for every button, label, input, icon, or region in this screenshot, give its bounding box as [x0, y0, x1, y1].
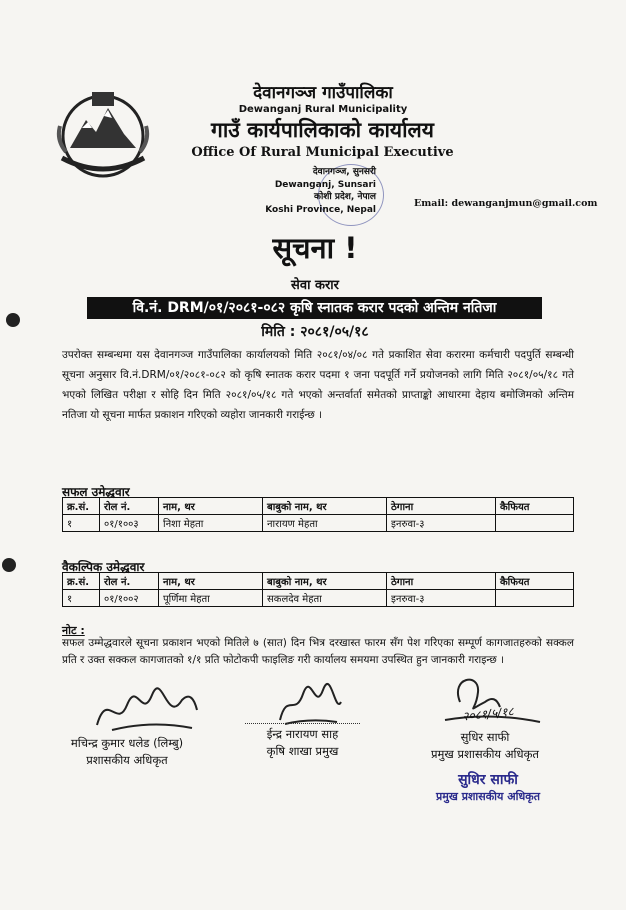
col-sn: क्र.सं. [63, 498, 100, 515]
col-remarks: कैफियत [496, 498, 574, 515]
office-name-en: Office Of Rural Municipal Executive [191, 145, 454, 160]
col-sn: क्र.सं. [63, 573, 100, 590]
col-roll: रोल नं. [100, 498, 159, 515]
cell-name: निशा मेहता [159, 515, 263, 532]
signatory-title: प्रमुख प्रशासकीय अधिकृत [431, 747, 539, 761]
cell-father: नारायण मेहता [263, 515, 387, 532]
municipality-name-en: Dewanganj Rural Municipality [238, 104, 408, 115]
table-header-row [63, 573, 574, 590]
office-email: Email: dewanganjmun@gmail.com [414, 198, 598, 209]
notice-date: मिति : २०८१/०५/१८ [261, 324, 369, 340]
signatory-title: कृषि शाखा प्रमुख [266, 744, 339, 758]
punch-hole [2, 558, 16, 572]
cell-remarks [496, 515, 574, 532]
officer-stamp-title: प्रमुख प्रशासकीय अधिकृत [436, 790, 540, 803]
col-address: ठेगाना [387, 498, 496, 515]
col-address: ठेगाना [387, 573, 496, 590]
col-father: बाबुको नाम, थर [263, 573, 387, 590]
address-line: कोशी प्रदेश, नेपाल [314, 192, 376, 202]
col-remarks: कैफियत [496, 573, 574, 590]
cell-address: इनरुवा-३ [387, 590, 496, 607]
signatory-chief-admin-officer [410, 729, 560, 763]
col-name: नाम, थर [159, 498, 263, 515]
handwritten-date: २०८१/५/१८ [461, 704, 515, 724]
successful-candidates-table [62, 497, 574, 532]
table-header-row [63, 498, 574, 515]
signatory-admin-officer [52, 735, 202, 769]
signatory-name: सुधिर साफी [460, 730, 510, 744]
municipality-name-np: देवानगञ्ज गाउँपालिका [253, 83, 393, 103]
municipality-emblem-logo [52, 88, 154, 180]
note-label: नोट : [62, 624, 85, 637]
punch-hole [6, 313, 20, 327]
office-address [256, 166, 376, 216]
note-text: सफल उम्मेद्धवारले सूचना प्रकाशन भएको मितिले ७ (सात) दिन भित्र दरखास्त फारम सँग पेश गरिएका सम्पूर्ण कागजातहरुको सक्कल प्रति र उक्त सक्कल कागजातको १/१ प्रति फोटोकपी फाइलिङ गरी कार्यालय समयमा उपस्थित हुन जानकारी गराइन्छ । [62, 637, 574, 666]
notice-banner: वि.नं. DRM/०१/२०८१-०८२ कृषि स्नातक करार पदको अन्तिम नतिजा [87, 297, 542, 319]
successful-candidates-heading: सफल उमेद्धवार [62, 485, 130, 499]
signatory-name: ईन्द्र नारायण साह [266, 727, 339, 741]
col-father: बाबुको नाम, थर [263, 498, 387, 515]
signatory-title: प्रशासकीय अधिकृत [86, 753, 168, 767]
cell-address: इनरुवा-३ [387, 515, 496, 532]
col-roll: रोल नं. [100, 573, 159, 590]
cell-roll: ०१/१००३ [100, 515, 159, 532]
col-name: नाम, थर [159, 573, 263, 590]
cell-sn: १ [63, 590, 100, 607]
table-row [63, 590, 574, 607]
signatory-name: मचिन्द्र कुमार धलेड (लिम्बु) [70, 736, 184, 750]
notice-body-paragraph: उपरोक्त सम्बन्धमा यस देवानगञ्ज गाउँपालिका कार्यालयको मिति २०८१/०४/०८ गते प्रकाशित सेवा करारमा कर्मचारी पदपुर्ति सम्बन्धी सूचना अनुसार वि.नं.DRM/०१/२०८१-०८२ को कृषि स्नातक करार पदमा १ जना पदपूर्ति गर्ने प्रयोजनको लागि मिति २०८१/०५/१८ गते भएको लिखित परीक्षा र सोहि दिन मिति २०८१/०५/१८ गते भएको अन्तर्वार्ता समेतको प्राप्ताङ्को आधारमा देहाय बमोजिमको अन्तिम नतिजा यो सूचना मार्फत प्रकाशन गरिएको व्यहोरा जानकारी गराईन्छ । [62, 349, 574, 421]
signature-1-scribble [92, 680, 202, 740]
cell-name: पूर्णिमा मेहता [159, 590, 263, 607]
alternate-candidates-heading: वैकल्पिक उमेद्धवार [62, 560, 145, 574]
table-row [63, 515, 574, 532]
signature-line [245, 717, 360, 724]
notice-subtitle: सेवा करार [291, 278, 339, 293]
signature-3-scribble [440, 672, 550, 732]
officer-stamp-name: सुधिर साफी [458, 772, 518, 788]
officer-name-stamp [418, 770, 558, 804]
cell-father: सकलदेव मेहता [263, 590, 387, 607]
signatory-agriculture-head [245, 717, 360, 760]
address-line: देवानगञ्ज, सुनसरी [312, 167, 376, 177]
cell-remarks [496, 590, 574, 607]
office-name-np: गाउँ कार्यपालिकाको कार्यालय [211, 118, 434, 142]
cell-roll: ०१/१००२ [100, 590, 159, 607]
address-line: Koshi Province, Nepal [265, 204, 376, 215]
cell-sn: १ [63, 515, 100, 532]
alternate-candidates-table [62, 572, 574, 607]
notice-title: सूचना ! [272, 231, 358, 265]
address-line: Dewanganj, Sunsari [274, 179, 376, 190]
